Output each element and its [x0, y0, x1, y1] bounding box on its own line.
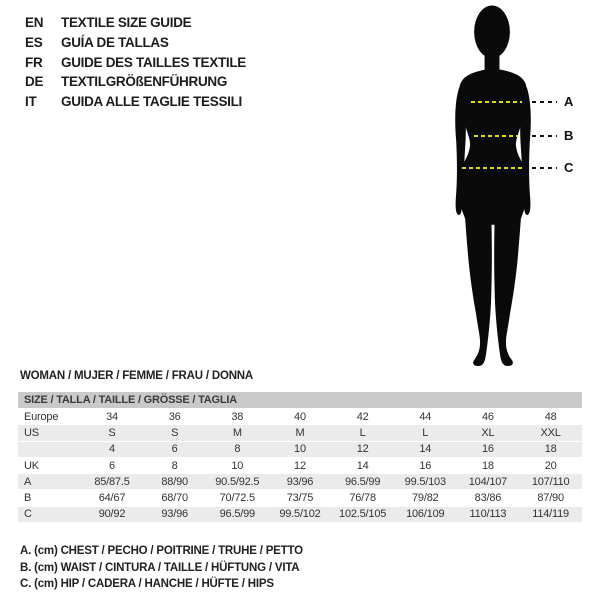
row-label: B [18, 490, 81, 506]
language-code: DE [25, 74, 44, 90]
size-cell: 16 [457, 441, 520, 457]
row-label: US [18, 425, 81, 441]
row-label: C [18, 506, 81, 522]
size-cell: 18 [519, 441, 582, 457]
language-row [25, 33, 246, 53]
woman-silhouette-figure [445, 4, 545, 370]
row-label [18, 441, 81, 457]
size-table-row [18, 490, 582, 506]
waist-leader-line [532, 135, 557, 137]
size-cell: 107/110 [519, 474, 582, 490]
size-cell: 96.5/99 [331, 474, 394, 490]
language-title: GUIDE DES TAILLES TEXTILE [61, 54, 247, 70]
size-table-row [18, 409, 582, 425]
size-cell: L [331, 425, 394, 441]
size-cell: 16 [394, 457, 457, 473]
size-table-row [18, 506, 582, 522]
size-cell: M [206, 425, 269, 441]
legend-row: C. (cm) HIP / CADERA / HANCHE / HÜFTE / HIPS [20, 578, 274, 591]
size-cell: 12 [269, 457, 332, 473]
size-cell: 6 [81, 457, 144, 473]
size-cell: 79/82 [394, 490, 457, 506]
size-cell: 104/107 [457, 474, 520, 490]
size-cell: 4 [81, 441, 144, 457]
size-cell: 40 [269, 409, 332, 425]
chest-measure-line [471, 101, 522, 103]
size-cell: 87/90 [519, 490, 582, 506]
size-cell: 42 [331, 409, 394, 425]
hip-leader-line [532, 167, 557, 169]
language-code: EN [25, 15, 44, 31]
size-cell: 88/90 [143, 474, 206, 490]
size-cell: 83/86 [457, 490, 520, 506]
size-cell: 36 [143, 409, 206, 425]
language-row [25, 92, 246, 112]
size-cell: 8 [143, 457, 206, 473]
size-table-row [18, 457, 582, 473]
language-list [25, 13, 246, 111]
size-cell: 46 [457, 409, 520, 425]
size-cell: 38 [206, 409, 269, 425]
language-title: GUÍA DE TALLAS [61, 35, 169, 51]
size-cell: 85/87.5 [81, 474, 144, 490]
language-code: IT [25, 94, 37, 110]
size-cell: 34 [81, 409, 144, 425]
size-cell: 8 [206, 441, 269, 457]
hip-measure-line [462, 167, 523, 169]
size-cell: M [269, 425, 332, 441]
size-cell: XL [457, 425, 520, 441]
chest-leader-line [532, 101, 557, 103]
language-row [25, 72, 246, 92]
size-table-header-row [18, 392, 582, 409]
size-cell: XXL [519, 425, 582, 441]
size-cell: 96.5/99 [206, 506, 269, 522]
row-label: UK [18, 457, 81, 473]
row-label: A [18, 474, 81, 490]
size-cell: 14 [394, 441, 457, 457]
size-cell: S [143, 425, 206, 441]
woman-silhouette-icon [445, 4, 545, 370]
size-cell: 10 [269, 441, 332, 457]
size-cell: 10 [206, 457, 269, 473]
section-title: WOMAN / MUJER / FEMME / FRAU / DONNA [20, 370, 254, 382]
size-cell: 70/72.5 [206, 490, 269, 506]
size-cell: 99.5/103 [394, 474, 457, 490]
size-table-row [18, 425, 582, 441]
size-cell: L [394, 425, 457, 441]
marker-label-chest: A [564, 94, 574, 109]
size-cell: 90/92 [81, 506, 144, 522]
size-table-header: SIZE / TALLA / TAILLE / GRÖSSE / TAGLIA [18, 392, 582, 409]
marker-label-hip: C [564, 160, 574, 175]
size-cell: 93/96 [269, 474, 332, 490]
size-table-body [18, 409, 582, 523]
size-cell: 12 [331, 441, 394, 457]
waist-measure-line [474, 135, 518, 137]
measurement-legend [20, 543, 303, 593]
language-code: ES [25, 35, 43, 51]
size-table-row [18, 441, 582, 457]
size-cell: 99.5/102 [269, 506, 332, 522]
size-cell: 106/109 [394, 506, 457, 522]
marker-label-waist: B [564, 128, 574, 143]
legend-row: A. (cm) CHEST / PECHO / POITRINE / TRUHE / PETTO [20, 545, 303, 558]
size-cell: 73/75 [269, 490, 332, 506]
size-cell: 18 [457, 457, 520, 473]
language-row [25, 13, 246, 33]
size-cell: 68/70 [143, 490, 206, 506]
size-cell: 110/113 [457, 506, 520, 522]
size-cell: 14 [331, 457, 394, 473]
size-cell: 76/78 [331, 490, 394, 506]
size-cell: 114/119 [519, 506, 582, 522]
size-cell: 48 [519, 409, 582, 425]
size-cell: 20 [519, 457, 582, 473]
language-title: TEXTILE SIZE GUIDE [61, 15, 192, 31]
size-table-row [18, 474, 582, 490]
language-row [25, 52, 246, 72]
legend-row: B. (cm) WAIST / CINTURA / TAILLE / HÜFTUNG / VITA [20, 561, 300, 574]
language-title: TEXTILGRÖßENFÜHRUNG [61, 74, 228, 90]
size-cell: 102.5/105 [331, 506, 394, 522]
size-cell: 44 [394, 409, 457, 425]
size-cell: 93/96 [143, 506, 206, 522]
size-table [18, 392, 582, 523]
language-title: GUIDA ALLE TAGLIE TESSILI [61, 94, 242, 110]
size-cell: S [81, 425, 144, 441]
row-label: Europe [18, 409, 81, 425]
language-code: FR [25, 54, 43, 70]
size-cell: 64/67 [81, 490, 144, 506]
size-cell: 90.5/92.5 [206, 474, 269, 490]
size-cell: 6 [143, 441, 206, 457]
